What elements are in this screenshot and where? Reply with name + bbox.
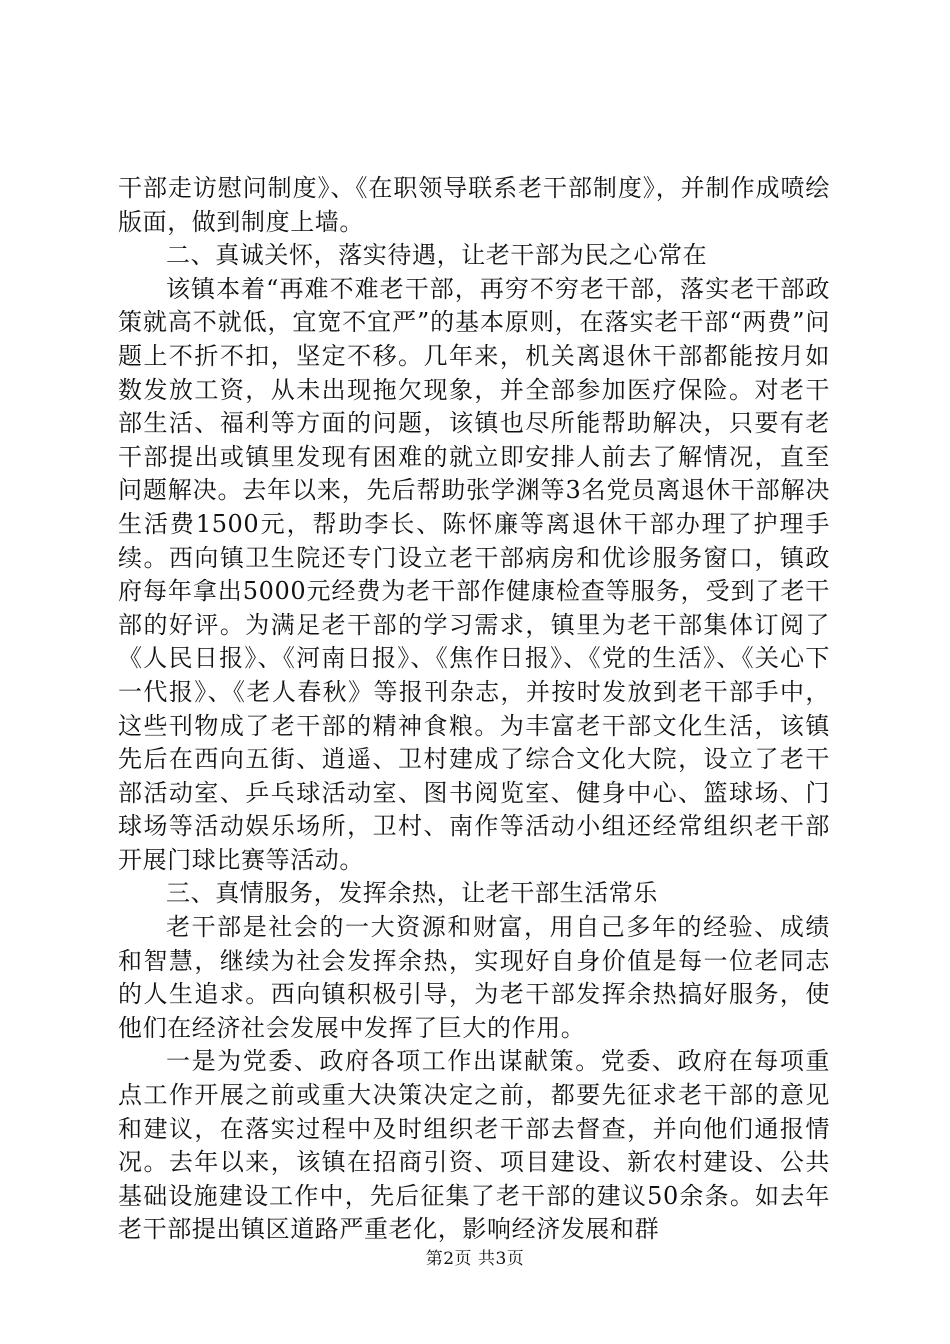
paragraph-continuation: 干部走访慰问制度》、《在职领导联系老干部制度》，并制作成喷绘版面，做到制度上墙。	[118, 174, 830, 236]
page-footer: 第2页 共3页	[425, 1249, 525, 1269]
paragraph-benefits: 该镇本着“再难不难老干部，再穷不穷老干部，落实老干部政策就高不就低，宜宽不宜严”的基本原则，在落实老干部“两费”问题上不折不扣，坚定不移。几年来，机关离退休干部都能按月如数发放工资，从未出现拖欠现象，并全部参加医疗保险。对老干部生活、福利等方面的问题，该镇也尽所能帮助解决，只要有老干部提出或镇里发现有困难的就立即安排人前去了解情况，直至问题解决。去年以来，先后帮助张学渊等3名党员离退休干部解决生活费1500元，帮助李长、陈怀廉等离退休干部办理了护理手续。西向镇卫生院还专门设立老干部病房和优诊服务窗口，镇政府每年拿出5000元经费为老干部作健康检查等服务，受到了老干部的好评。为满足老干部的学习需求，镇里为老干部集体订阅了《人民日报》、《河南日报》、《焦作日报》、《党的生活》、《关心下一代报》、《老人春秋》等报刊杂志，并按时发放到老干部手中，这些刊物成了老干部的精神食粮。为丰富老干部文化生活，该镇先后在西向五街、逍遥、卫村建成了综合文化大院，设立了老干部活动室、乒乓球活动室、图书阅览室、健身中心、篮球场、门球场等活动娱乐场所，卫村、南作等活动小组还经常组织老干部开展门球比赛等活动。	[118, 274, 830, 874]
section-heading-2: 二、真诚关怀，落实待遇，让老干部为民之心常在	[166, 241, 708, 270]
document-body	[118, 172, 830, 1247]
section-heading-3: 三、真情服务，发挥余热，让老干部生活常乐	[166, 879, 658, 908]
paragraph-advice: 一是为党委、政府各项工作出谋献策。党委、政府在每项重点工作开展之前或重大决策决定之前，都要先征求老干部的意见和建议，在落实过程中及时组织老干部去督查，并向他们通报情况。去年以来，该镇在招商引资、项目建设、新农村建设、公共基础设施建设工作中，先后征集了老干部的建议50余条。如去年老干部提出镇区道路严重老化，影响经济发展和群	[118, 1047, 830, 1244]
paragraph-service-intro: 老干部是社会的一大资源和财富，用自己多年的经验、成绩和智慧，继续为社会发挥余热，实现好自身价值是每一位老同志的人生追求。西向镇积极引导，为老干部发挥余热搞好服务，使他们在经济社会发展中发挥了巨大的作用。	[118, 913, 830, 1042]
